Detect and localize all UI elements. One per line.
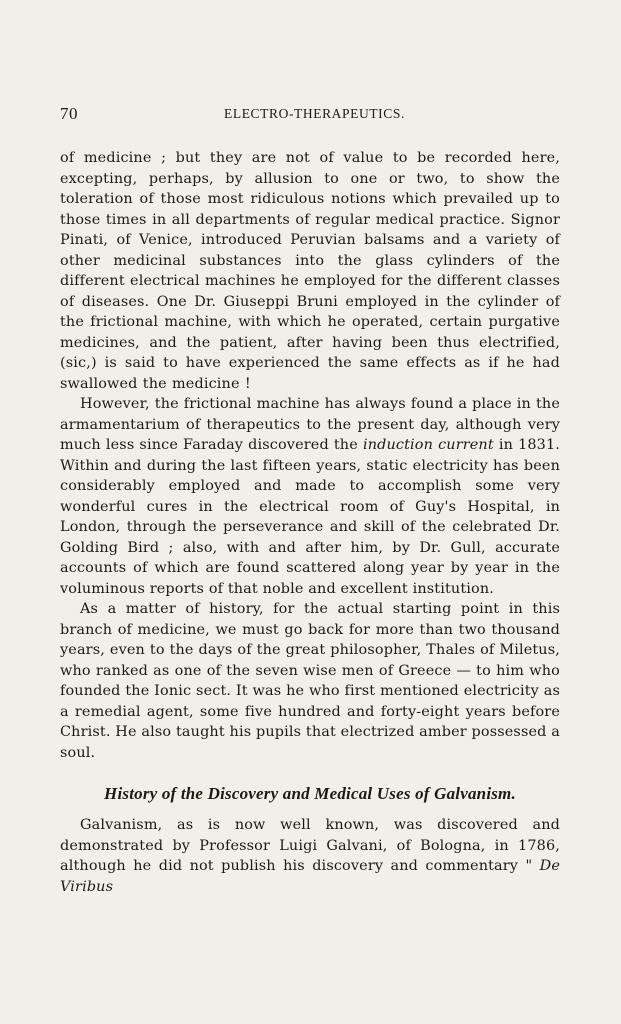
- body-text: [60, 148, 560, 897]
- running-head: ELECTRO-THERAPEUTICS.: [224, 106, 405, 121]
- paragraph-frictional-machine: [60, 394, 560, 599]
- paragraph-galvanism: [60, 815, 560, 897]
- italic-title-de-viribus: De Viribus: [60, 858, 560, 895]
- italic-term-induction-current: induction current: [362, 437, 494, 453]
- page-number: 70: [60, 104, 78, 123]
- paragraph-history-thales: As a matter of history, for the actual starting point in this branch of medicine, we must go back for more than two thousand years, even to the days of the great philosopher, Thales of Miletus, who ranked as one of the seven wise men of Greece — to him who founded the Ionic sect. It was he who first mentioned electricity as a remedial agent, some five hundred and forty-eight years before Christ. He also taught his pupils that electrized amber possessed a soul.: [60, 601, 560, 761]
- paragraph-continued: of medicine ; but they are not of value to be recorded here, excepting, perhaps, by allusion to one or two, to show the toleration of those most ridiculous notions which prevailed up to those times in all departments of regular medical practice. Signor Pinati, of Venice, introduced Peruvian balsams and a variety of other medicinal substances into the glass cylinders of the different electrical machines he employed for the different classes of diseases. One Dr. Giuseppi Bruni employed in the cylinder of the frictional machine, with which he operated, certain purgative medicines, and the patient, after having been thus electrified, (sic,) is said to have experienced the same effects as if he had swallowed the medicine !: [60, 150, 560, 392]
- paragraph-text: in 1831. Within and during the last fifteen years, static electricity has been considerably employed and made to accomplish some very wonderful cures in the electrical room of Guy's Hospital, in London, through the perseverance and skill of the celebrated Dr. Golding Bird ; also, with and after him, by Dr. Gull, accurate accounts of which are found scattered along year by year in the voluminous reports of that noble and excellent institution.: [60, 437, 561, 597]
- section-title: History of the Discovery and Medical Uses of Galvanism.: [104, 784, 516, 803]
- paragraph-text: Galvanism, as is now well known, was discovered and demonstrated by Professor Luigi Galvani, of Bologna, in 1786, although he did not publish his discovery and commentary ": [60, 817, 560, 874]
- paragraph-text: However, the frictional machine has always found a place in the armamentarium of therapeutics to the present day, although very much less since Faraday discovered the: [60, 396, 560, 453]
- page-header: [60, 104, 560, 128]
